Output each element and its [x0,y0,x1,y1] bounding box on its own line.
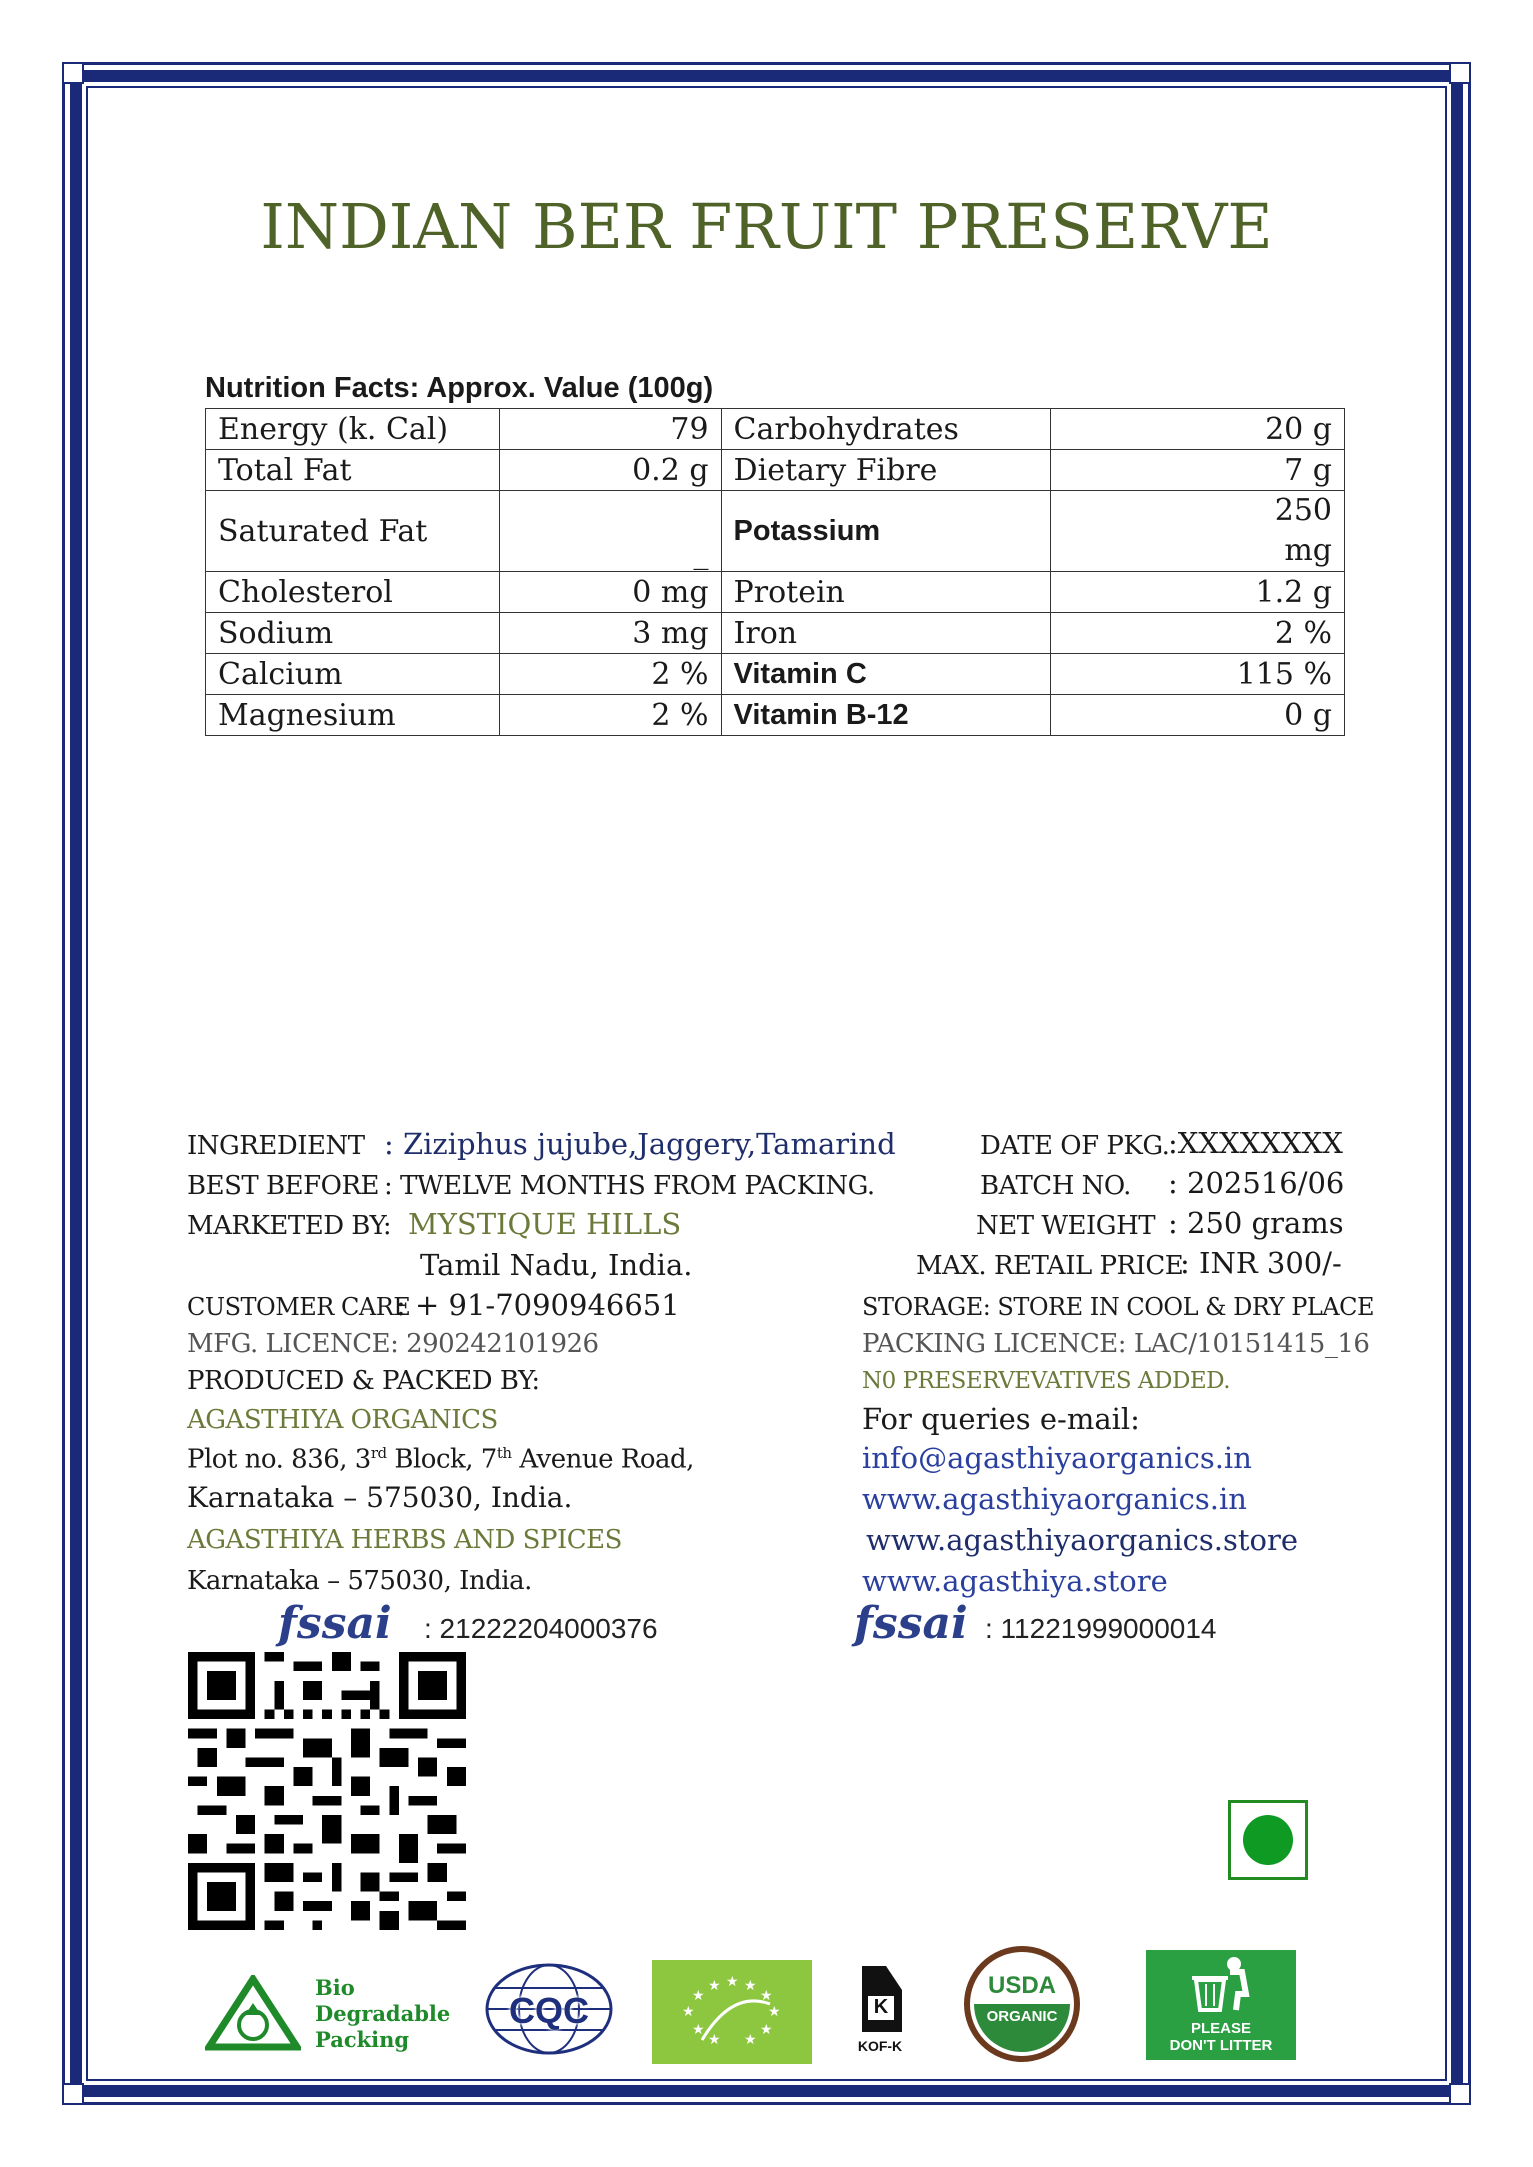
litter-text: DON'T LITTER [1169,2037,1273,2054]
table-row [206,450,1345,491]
date-value: :XXXXXXXX [1168,1126,1343,1160]
best-before-label: BEST BEFORE [187,1171,380,1201]
email-link[interactable]: info@agasthiyaorganics.in [862,1441,1252,1475]
nutrient-name: Carbohydrates [721,409,1051,450]
customer-care-label: CUSTOMER CARE [187,1293,411,1321]
bio-text: Bio [315,1975,355,2000]
address-superscript: rd [370,1444,387,1462]
kof-letter: K [873,1996,889,2018]
website-link[interactable]: www.agasthiya.store [862,1564,1168,1598]
svg-text:★: ★ [708,1978,721,1994]
recycle-icon [205,1975,301,2051]
table-row [206,409,1345,450]
nutrient-value: 79 [499,409,721,450]
ingredient-value: : Ziziphus jujube,Jaggery,Tamarind [384,1127,896,1161]
nutrient-value-cell [1051,491,1345,572]
qr-code[interactable] [188,1652,466,1930]
address-part: Avenue Road, [511,1444,694,1475]
website-link[interactable]: www.agasthiyaorganics.store [866,1523,1299,1557]
marketer-name: MYSTIQUE HILLS [408,1207,682,1241]
svg-text:★: ★ [692,2022,705,2038]
preservatives-note: N0 PRESERVEVATIVES ADDED. [862,1368,1231,1394]
nutrient-value: 115 % [1051,654,1345,695]
producer2-name: AGASTHIYA HERBS AND SPICES [187,1525,622,1555]
net-weight-value: : 250 grams [1168,1206,1344,1240]
cqc-logo [484,1962,614,2056]
kof-k-logo [850,1962,910,2062]
produced-by-label: PRODUCED & PACKED BY: [187,1366,540,1396]
svg-text:★: ★ [768,2004,781,2020]
queries-label: For queries e-mail: [862,1402,1140,1436]
corner-ornament [1449,62,1471,84]
bio-text: Degradable [315,2001,451,2026]
nutrient-value: 20 g [1051,409,1345,450]
nutrient-value: 3 mg [499,613,721,654]
svg-text:★: ★ [744,2032,757,2048]
address-part: Block, 7 [386,1444,497,1475]
best-before-value: : TWELVE MONTHS FROM PACKING. [384,1171,875,1201]
organic-text: ORGANIC [986,2008,1058,2025]
nutrient-name: Vitamin C [721,654,1051,695]
marketer-location: Tamil Nadu, India. [420,1248,693,1282]
table-row [206,491,1345,572]
nutrient-value: _ [693,536,709,571]
packing-licence: PACKING LICENCE: LAC/10151415_16 [862,1329,1370,1359]
nutrient-name: Magnesium [206,695,500,736]
producer-city: Karnataka – 575030, India. [187,1481,573,1514]
svg-text:★: ★ [692,1988,705,2004]
nutrient-value: 0 g [1051,695,1345,736]
table-row [206,654,1345,695]
customer-care-phone: : + 91-7090946651 [396,1288,680,1322]
biodegradable-logo [205,1975,451,2055]
producer2-city: Karnataka – 575030, India. [187,1566,532,1596]
svg-text:★: ★ [726,1974,739,1990]
fssai-number: : 21222204000376 [424,1613,658,1644]
fssai-number: : 11221999000014 [985,1613,1217,1644]
nutrient-value: 2 % [499,654,721,695]
website-link[interactable]: www.agasthiyaorganics.in [862,1482,1247,1516]
fssai-logo: fssai [278,1598,392,1649]
nutrient-value: 0 mg [499,572,721,613]
table-row [206,695,1345,736]
address-part: Plot no. 836, 3 [187,1444,371,1475]
usda-organic-logo [964,1946,1080,2062]
nutrient-value-cell [499,491,721,572]
litter-text: PLEASE [1190,2020,1251,2037]
eu-organic-logo [652,1960,812,2064]
table-row [206,572,1345,613]
dont-litter-logo [1146,1950,1296,2060]
nutrient-value: 0.2 g [499,450,721,491]
svg-text:★: ★ [682,2004,695,2020]
nutrient-name: Cholesterol [206,572,500,613]
address-superscript: th [496,1444,512,1462]
nutrient-name: Energy (k. Cal) [206,409,500,450]
storage-info: STORAGE: STORE IN COOL & DRY PLACE [862,1293,1375,1321]
nutrient-value: 1.2 g [1051,572,1345,613]
nutrient-name: Calcium [206,654,500,695]
bio-text: Packing [315,2027,410,2052]
vegetarian-symbol [1228,1800,1308,1880]
nutrient-name: Dietary Fibre [721,450,1051,491]
cqc-text: CQC [509,1990,589,2031]
nutrient-name: Protein [721,572,1051,613]
batch-value: : 202516/06 [1168,1166,1345,1200]
net-weight-label: NET WEIGHT [976,1211,1156,1241]
mrp-value: : INR 300/- [1180,1246,1342,1280]
nutrition-table [205,408,1345,736]
nutrient-value: 2 % [1051,613,1345,654]
svg-text:★: ★ [760,2022,773,2038]
kof-text: KOF-K [857,2038,903,2054]
nutrient-value: 250 [1274,493,1332,528]
corner-ornament [62,62,84,84]
ingredient-label: INGREDIENT [187,1131,365,1161]
nutrient-name: Vitamin B-12 [721,695,1051,736]
svg-text:★: ★ [760,1988,773,2004]
trash-bin-icon [1146,1950,1296,2020]
nutrient-value: 7 g [1051,450,1345,491]
mrp-label: MAX. RETAIL PRICE [916,1251,1184,1281]
eu-leaf-icon [652,1960,812,2064]
corner-ornament [1449,2083,1471,2105]
fssai-logo: fssai [854,1598,968,1649]
corner-ornament [62,2083,84,2105]
producer-address [187,1444,694,1475]
product-title: INDIAN BER FRUIT PRESERVE [260,190,1273,263]
nutrient-name: Sodium [206,613,500,654]
mfg-licence: MFG. LICENCE: 290242101926 [187,1329,599,1359]
svg-text:★: ★ [708,2032,721,2048]
nutrient-unit: mg [1284,533,1332,568]
nutrient-value: 2 % [499,695,721,736]
svg-text:★: ★ [744,1978,757,1994]
batch-label: BATCH NO. [980,1171,1131,1201]
usda-text: USDA [987,1972,1056,1999]
table-row [206,613,1345,654]
nutrient-name: Iron [721,613,1051,654]
veg-dot [1243,1815,1293,1865]
nutrition-caption: Nutrition Facts: Approx. Value (100g) [205,372,714,404]
nutrient-name: Potassium [721,491,1051,572]
nutrient-name: Saturated Fat [206,491,500,572]
marketed-by-label: MARKETED BY: [187,1211,392,1241]
producer-name: AGASTHIYA ORGANICS [187,1405,498,1435]
usda-seal-icon [964,1946,1080,2062]
nutrient-name: Total Fat [206,450,500,491]
date-label: DATE OF PKG. [980,1131,1170,1161]
